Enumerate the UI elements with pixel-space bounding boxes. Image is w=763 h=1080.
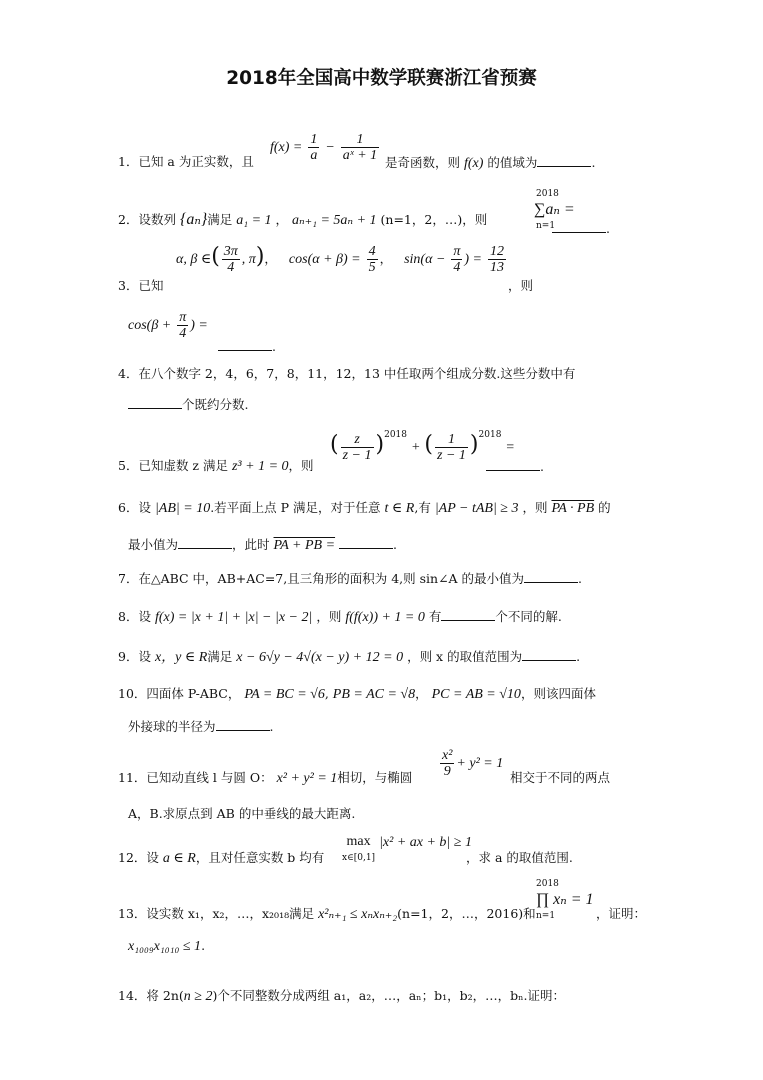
p4-t1: 在八个数字 2，4，6，7，8，11，12，13 中任取两个组成分数.这些分数中有	[138, 366, 576, 381]
p1-f-label: f(x) =	[270, 140, 303, 155]
p3-frac4-num: 12	[489, 244, 504, 259]
p14-t1: 将 2n(	[146, 988, 184, 1003]
p11-text	[118, 770, 412, 787]
p14-text	[118, 988, 565, 1005]
p9-number: 9．	[118, 649, 139, 664]
p6-t6: 最小值为	[128, 537, 179, 552]
p12-text	[118, 850, 324, 867]
p5-frac2-num: 1	[435, 432, 468, 448]
p2-t4: (n=1，2，…)，则	[380, 212, 488, 227]
p9-eq: x − 6√y − 4√(x − y) + 12 = 0	[236, 650, 404, 665]
p8-eq: f(f(x)) + 1 = 0	[345, 610, 425, 625]
p3-t1: 已知	[138, 278, 164, 293]
p1-text	[118, 154, 254, 170]
p2-t3: ，	[275, 212, 289, 227]
p2-t5: .	[606, 221, 610, 236]
p11-t4: A，B.求原点到 AB 的中垂线的最大距离.	[128, 806, 356, 821]
p12-formula	[342, 834, 472, 866]
p6-t5: 的	[598, 500, 611, 515]
p5-number: 5．	[118, 458, 139, 473]
p13-t2: (n=1，2，…，2016)和	[397, 906, 536, 921]
p8-t3: 有	[428, 609, 442, 624]
p5-blank[interactable]	[486, 458, 540, 471]
p3-frac5-den: 4	[179, 326, 187, 341]
p8-text	[118, 608, 562, 626]
p5-formula: ( $\frac{z}{z - 1}$ )$^{2018}$ + ( $\frac{1}{z - 1}$ )$^{2018}$ =	[330, 430, 515, 463]
p5-exp2: 2018	[478, 430, 502, 440]
p3-frac3-num: π	[453, 244, 461, 259]
p1-frac2-num: 1	[341, 132, 379, 148]
p5-exp1: 2018	[384, 430, 407, 440]
p6-t7: ，此时	[232, 537, 270, 552]
p6-t: t ∈ R	[384, 501, 415, 516]
p3-number: 3．	[118, 278, 139, 293]
p10-number: 10．	[118, 686, 147, 701]
p9-text	[118, 648, 580, 666]
p2-seq: {aₙ}	[179, 211, 208, 228]
p5-t3: .	[540, 459, 544, 474]
p5-text	[118, 458, 314, 475]
p7-text	[118, 570, 582, 587]
p8-t2: ，则	[316, 609, 342, 624]
p3-frac2-num: 4	[368, 244, 376, 259]
p5-frac2	[435, 432, 468, 463]
p3-frac3	[451, 244, 462, 275]
p3-t4: ，则	[508, 278, 534, 293]
p12-number: 12．	[118, 850, 147, 865]
p13-text2	[596, 906, 646, 922]
p1-blank[interactable]	[537, 154, 591, 167]
p3-cos2	[128, 310, 208, 341]
p11-text3	[128, 806, 355, 822]
p1-frac1	[308, 132, 319, 163]
p5-t2: ，则	[288, 458, 314, 473]
p3-formula: α, β ∈( $\frac{3\pi}{4}$ , π)， cos(α + β) = $\frac{4}{5}$ ， sin(α − $\frac{\pi}{4}$ ) = $\frac{12}{13}$	[176, 244, 504, 275]
p5-frac1-num: z	[341, 432, 374, 448]
p13-result	[128, 938, 205, 955]
p9-t4: .	[576, 649, 581, 664]
p3-t3: ，	[379, 251, 393, 266]
p3-frac4-den: 13	[489, 260, 504, 275]
p9-t3: ，则 x 的取值范围为	[407, 649, 523, 664]
p8-t1: 设	[138, 609, 151, 624]
p1-t1: 已知 a 为正实数，且	[138, 154, 254, 169]
p9-xy: x，y ∈ R	[154, 650, 208, 665]
p2-text	[118, 212, 487, 229]
p2-rec: aₙ₊₁ = 5aₙ + 1	[292, 213, 377, 228]
p2-t1: 设数列	[138, 212, 176, 227]
page-title: 2018年全国高中数学联赛浙江省预赛	[226, 68, 537, 89]
p4-number: 4．	[118, 366, 139, 381]
p3-sin: sin(α −	[404, 252, 446, 267]
p5-t1: 已知虚数 z 满足	[138, 458, 228, 473]
p10-blank[interactable]	[216, 718, 270, 731]
p14-n: n ≥ 2	[183, 989, 213, 1004]
p13-prod-main: ∏ xₙ = 1	[536, 891, 594, 908]
p3-frac5-num: π	[179, 310, 187, 325]
p9-blank[interactable]	[522, 648, 576, 661]
p2-blank[interactable]	[552, 220, 606, 233]
p3-eq: ) =	[464, 252, 482, 267]
p6-text	[118, 500, 611, 517]
p3-frac1	[222, 244, 240, 275]
p14-number: 14．	[118, 988, 147, 1003]
p5-frac1	[341, 432, 374, 463]
p12-exp: |x² + ax + b| ≥ 1	[379, 835, 472, 850]
p3-t2: ，	[264, 251, 277, 266]
p5-plus: +	[410, 440, 421, 455]
p10-t3: 外接球的半径为	[128, 719, 216, 734]
p1-frac1-num: 1	[310, 132, 318, 147]
p1-formula: f(x) = $\frac{1}{a}$ − $\frac{1}{\text{aˣ + 1}}$	[270, 132, 378, 163]
p13-t3: ，证明：	[596, 906, 647, 921]
p2-answer	[552, 220, 610, 237]
p6-blank2[interactable]	[339, 536, 393, 549]
p4-blank[interactable]	[128, 396, 182, 409]
p13-prod-bot: n=1	[536, 911, 556, 921]
p5-eq: z³ + 1 = 0	[231, 459, 289, 474]
p10-text2	[128, 718, 274, 735]
p4-text2	[128, 396, 248, 413]
p1-frac2-den: aˣ + 1	[342, 148, 378, 163]
p3-frac1-num: 3π	[223, 244, 238, 259]
p3-frac1-den: 4	[227, 260, 235, 275]
p5-answer	[486, 458, 544, 475]
p11-ellipse-rest: + y² = 1	[456, 756, 504, 771]
p10-e1: PA = BC = √6	[244, 687, 325, 702]
p1-t2: 是奇函数，则	[385, 155, 461, 170]
p10-text: 10．四面体 P-ABC， PA = BC = √6, PB = AC = √8， PC = AB = √10，则该四面体	[118, 686, 596, 702]
p6-dot: PA · PB	[551, 501, 595, 516]
p11-t2: 相切，与椭圆	[337, 770, 413, 785]
p13-ineq: x²ₙ₊₁ ≤ xₙxₙ₊₂	[318, 907, 398, 922]
p3-set: α, β ∈	[176, 252, 212, 267]
p2-t2: 满足	[207, 212, 233, 227]
p3-pi: , π	[241, 252, 256, 267]
p12-a: a ∈ R	[162, 851, 196, 866]
p3-frac5	[177, 310, 188, 341]
p10-t2: ，则该四面体	[520, 686, 596, 701]
p3-frac2-den: 5	[368, 260, 376, 275]
p6-t3: ,有	[414, 500, 431, 515]
p12-t2: ，且对任意实数 b 均有	[195, 850, 325, 865]
p11-number: 11．	[118, 770, 147, 785]
p7-t1: 在△ABC 中，AB+AC=7,且三角形的面积为 4,则 sin∠A 的最小值为	[138, 571, 525, 586]
p4-text	[118, 366, 575, 382]
p3-cos2-left: cos(β +	[128, 318, 172, 333]
p6-text2	[128, 536, 397, 554]
p2-sum-top: 2018	[536, 189, 559, 199]
p6-t1: 设	[138, 500, 151, 515]
p12-sub: x∈[0,1]	[342, 853, 376, 863]
p10-e2: PB = AC = √8	[332, 687, 416, 702]
p13-text	[118, 906, 536, 923]
p10-e3: PC = AB = √10	[431, 687, 521, 702]
p13-t1: 设实数 x₁，x₂，…，x₂₀₁₈满足	[146, 906, 315, 921]
p3-cos: cos(α + β) =	[288, 252, 361, 267]
p6-ab: |AB| = 10	[154, 501, 211, 516]
p6-blank1[interactable]	[178, 536, 232, 549]
p11-t3: 相交于不同的两点	[510, 770, 611, 785]
p7-number: 7．	[118, 571, 139, 586]
p12-t1: 设	[146, 850, 159, 865]
p7-blank[interactable]	[524, 570, 578, 583]
p12-text2	[466, 850, 573, 866]
p2-number: 2．	[118, 212, 139, 227]
p8-t4: 个不同的解.	[495, 609, 562, 624]
p12-t3: ，求 a 的取值范围.	[466, 850, 573, 865]
p7-t2: .	[578, 571, 583, 586]
p12-max: max	[346, 834, 371, 849]
p11-circle: x² + y² = 1	[276, 771, 338, 786]
p11-ellipse	[438, 748, 503, 779]
p1-t4: .	[591, 155, 596, 170]
p5-frac2-den: z − 1	[437, 448, 466, 463]
p11-t1: 已知动直线 l 与圆 O：	[146, 770, 273, 785]
p11-frac-den: 9	[443, 764, 451, 779]
p1-text2	[385, 154, 595, 172]
p6-t2: .若平面上点 P 满足，对于任意	[210, 500, 381, 515]
p8-number: 8．	[118, 609, 139, 624]
p3-text	[118, 278, 163, 294]
p5-eq2: =	[505, 440, 515, 455]
p11-text2	[510, 770, 610, 786]
p9-t1: 设	[138, 649, 151, 664]
p6-t8: .	[393, 537, 398, 552]
p13-prod-top: 2018	[536, 879, 559, 889]
p3-eq2: ) =	[190, 318, 208, 333]
p3-text2	[508, 278, 533, 294]
p10-t1: 四面体 P-ABC，	[146, 686, 241, 701]
p11-frac	[440, 748, 454, 779]
p3-frac4	[488, 244, 506, 275]
p13-res: x₁₀₀₉x₁₀₁₀ ≤ 1	[128, 939, 202, 954]
p13-t4: .	[201, 938, 206, 953]
p4-t2: 个既约分数.	[182, 397, 249, 412]
p1-frac2	[341, 132, 379, 163]
p13-number: 13．	[118, 906, 147, 921]
p6-ineq: |AP − tAB| ≥ 3	[434, 501, 519, 516]
p10-t4: .	[269, 719, 274, 734]
p2-a1: a₁ = 1	[236, 213, 272, 228]
p1-t3: 的值域为	[487, 155, 538, 170]
p8-blank[interactable]	[441, 608, 495, 621]
p5-frac1-den: z − 1	[342, 448, 372, 463]
p3-blank[interactable]	[218, 338, 272, 351]
p6-t4: ，则	[522, 500, 548, 515]
p6-sum: PA + PB =	[273, 538, 336, 553]
p3-frac3-den: 4	[453, 260, 461, 275]
p1-number: 1．	[118, 154, 139, 169]
p9-t2: 满足	[207, 649, 233, 664]
p1-frac1-den: a	[310, 148, 318, 163]
p3-answer	[218, 338, 276, 355]
p8-f: f(x) = |x + 1| + |x| − |x − 2|	[154, 610, 313, 625]
p3-frac2	[367, 244, 378, 275]
p1-fx: f(x)	[464, 156, 484, 171]
p2-sum-bot: n=1	[536, 221, 556, 231]
p13-prod	[536, 876, 594, 924]
p14-t2: )个不同整数分成两组 a₁，a₂，…，aₙ；b₁，b₂，…，bₙ.证明：	[212, 988, 565, 1003]
p3-t5: .	[272, 339, 276, 354]
p11-frac-num: x²	[442, 748, 453, 763]
p6-number: 6．	[118, 500, 139, 515]
p2-sum-main: ∑aₙ =	[534, 201, 575, 218]
